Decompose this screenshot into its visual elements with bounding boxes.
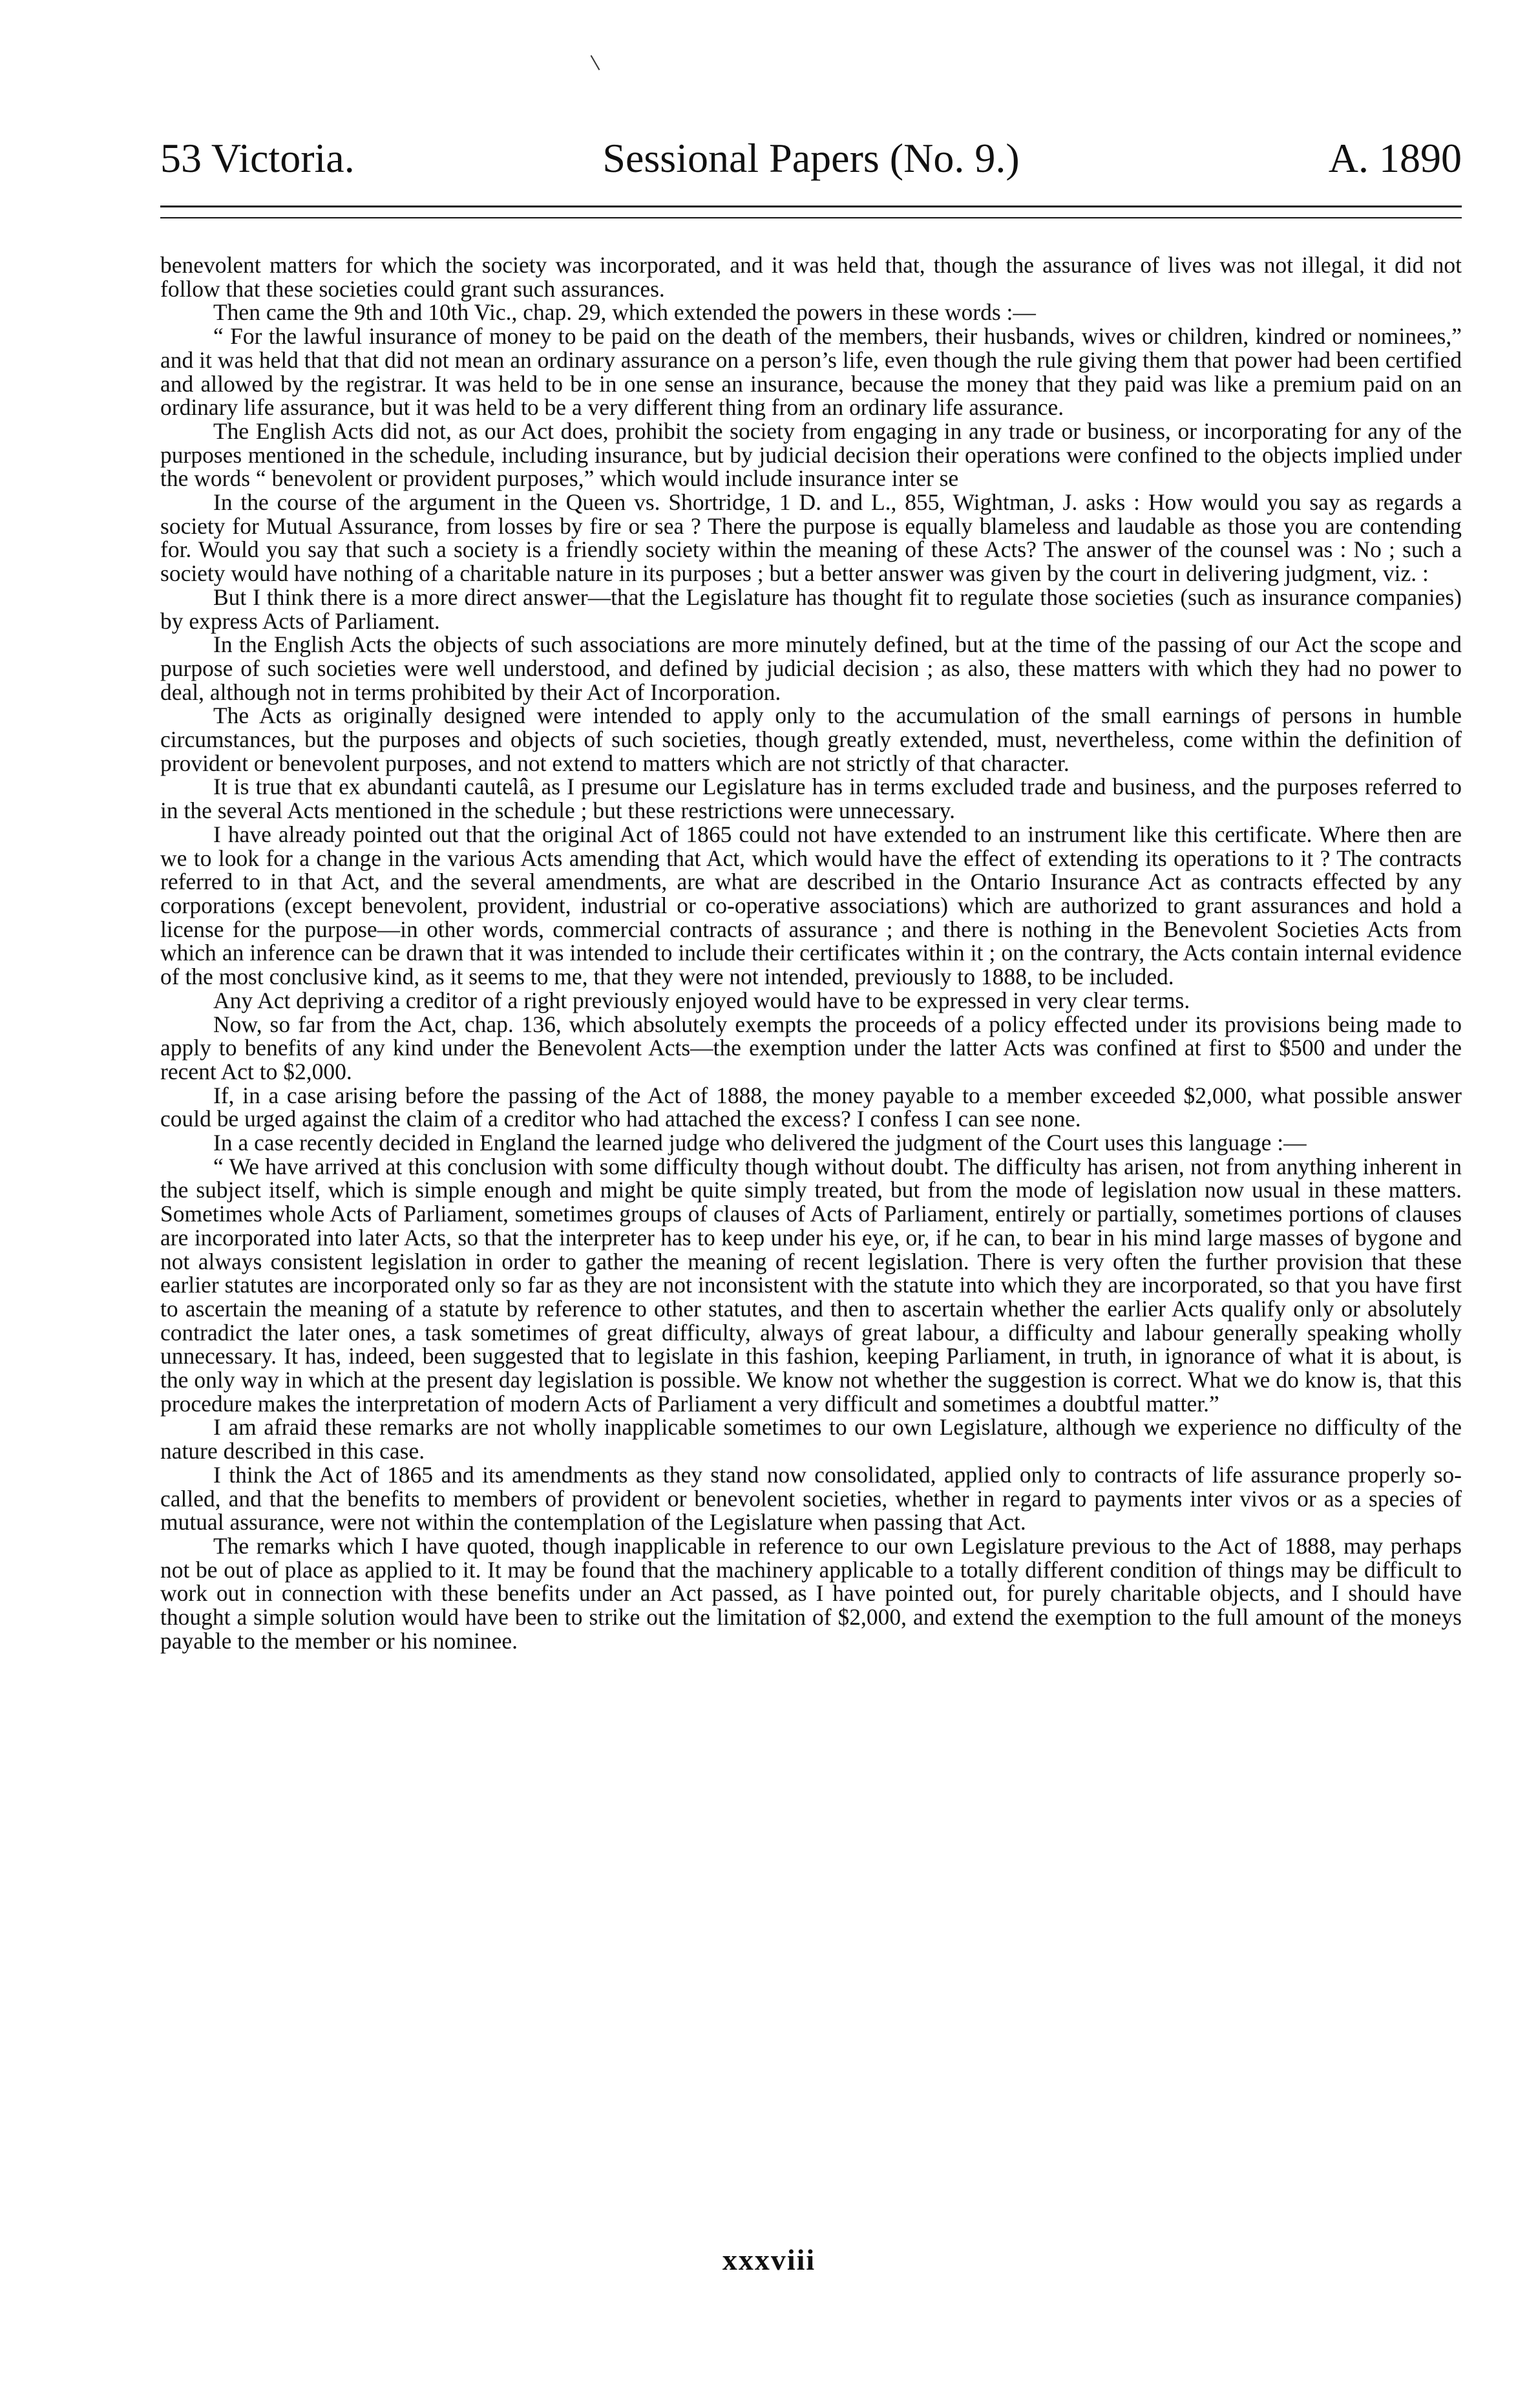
paragraph: benevolent matters for which the society was incorporated, and it was held that, though the assurance of lives was not illegal, it did not follow that these societies could grant such assurances. [160, 252, 1462, 302]
paragraph: The English Acts did not, as our Act does, prohibit the society from engaging in any trade or business, or incorporating for any of the purposes mentioned in the schedule, including insurance, but by judicial decision their operations were confined to the objects implied under the words “ benevolent or provident purposes,” which would include insurance inter se [160, 417, 1462, 492]
header-session: 53 Victoria. [160, 135, 355, 181]
header-rule-top [160, 206, 1462, 207]
header-title: Sessional Papers (No. 9.) [602, 135, 1020, 181]
paragraph: In the English Acts the objects of such associations are more minutely defined, but at the time of the passing of our Act the scope and purpose of such societies were well understood, and defined by judicial decision ; as also, these matters with which they had no power to deal, although not in terms prohibited by their Act of Incorporation. [160, 631, 1462, 705]
paragraph: In a case recently decided in England the learned judge who delivered the judgment of the Court uses this language :— [213, 1130, 1307, 1156]
quote-paragraph: “ For the lawful insurance of money to be paid on the death of the members, their husbands, wives or children, kindred or nominees,” and it was held that that did not mean an ordinary assurance on a person’s life, even though the rule giving them that power had been certified and allowed by the registrar. It was held to be in one sense an insurance, because the money that they paid was like a premium paid on an ordinary life assurance, but it was held to be a very different thing from an ordinary life assurance. [160, 323, 1462, 421]
body-text [160, 253, 1462, 1653]
header-rule-bottom [160, 217, 1462, 218]
paragraph: I think the Act of 1865 and its amendments as they stand now consolidated, applied only to contracts of life assurance properly so-called, and that the benefits to members of provident or benevolent societies, whether in regard to payments inter vivos or as a species of mutual assurance, were not within the contemplation of the Legislature when passing that Act. [160, 1461, 1462, 1536]
paragraph: I have already pointed out that the original Act of 1865 could not have extended to an instrument like this certificate. Where then are we to look for a change in the various Acts amending that Act, which would have the effect of extending its operations to it ? The contracts referred to in that Act, and the several amendments, are what are described in the Ontario Insurance Act as contracts effected by any corporations (except benevolent, provident, industrial or co-operative associations) which are authorized to grant assurances and hold a license for the purpose—in other words, commercial contracts of assurance ; and there is nothing in the Benevolent Societies Acts from which an inference can be drawn that it was intended to include their certificates within it ; on the contrary, the Acts contain internal evidence of the most conclusive kind, as it seems to me, that they were not intended, previously to 1888, to be included. [160, 821, 1462, 990]
paragraph: It is true that ex abundanti cautelâ, as I presume our Legislature has in terms excluded trade and business, and the purposes referred to in the several Acts mentioned in the schedule ; but these restrictions were unnecessary. [160, 774, 1462, 824]
page-folio: xxxviii [722, 2243, 816, 2276]
paragraph: But I think there is a more direct answer—that the Legislature has thought fit to regulate those societies (such as insurance companies) by express Acts of Parliament. [160, 584, 1462, 634]
paragraph: I am afraid these remarks are not wholly inapplicable sometimes to our own Legislature, although we experience no difficulty of the nature described in this case. [160, 1414, 1462, 1464]
paragraph: In the course of the argument in the Queen vs. Shortridge, 1 D. and L., 855, Wightman, J. asks : How would you say as regards a society for Mutual Assurance, from losses by fire or sea ? There the purpose is equally blameless and laudable as those you are contending for. Would you say that such a society is a friendly society within the meaning of these Acts? The answer of the counsel was : No ; such a society would have nothing of a charitable nature in its purposes ; but a better answer was given by the court in delivering judgment, viz. : [160, 489, 1462, 587]
paragraph: Now, so far from the Act, chap. 136, which absolutely exempts the proceeds of a policy effected under its provisions being made to apply to benefits of any kind under the Benevolent Acts—the exemption under the latter Acts was confined at first to $500 and under the recent Act to $2,000. [160, 1011, 1462, 1084]
paragraph: Any Act depriving a creditor of a right previously enjoyed would have to be expressed in very clear terms. [213, 987, 1190, 1013]
paragraph: Then came the 9th and 10th Vic., chap. 29, which extended the powers in these words :— [213, 299, 1036, 326]
stray-mark [591, 55, 600, 70]
paragraph: The remarks which I have quoted, though inapplicable in reference to our own Legislature previous to the Act of 1888, may perhaps not be out of place as applied to it. It may be found that the machinery applicable to a totally different condition of things may be difficult to work out in connection with these benefits under an Act passed, as I have pointed out, for purely charitable objects, and I should have thought a simple solution would have been to strike out the limitation of $2,000, and extend the exemption to the full amount of the moneys payable to the member or his nominee. [160, 1532, 1462, 1654]
running-header [160, 123, 1462, 194]
quote-paragraph: “ We have arrived at this conclusion with some difficulty though without doubt. The difficulty has arisen, not from anything inherent in the subject itself, which is simple enough and might be quite simply treated, but from the mode of legislation now usual in these matters. Sometimes whole Acts of Parliament, sometimes groups of clauses of Acts of Parliament, entirely or partially, sometimes portions of clauses are incorporated into later Acts, so that the interpreter has to keep under his eye, or, if he can, to bear in his mind large masses of bygone and not always consistent legislation in order to gather the meaning of recent legislation. There is very often the further provision that these earlier statutes are incorporated only so far as they are not inconsistent with the statute into which they are incorporated, so that you have first to ascertain the meaning of a statute by reference to other statutes, and then to ascertain whether the earlier Acts qualify only or absolutely contradict the later ones, a task sometimes of great difficulty, always of great labour, a difficulty and labour generally speaking wholly unnecessary. It has, indeed, been suggested that to legislate in this fashion, keeping Parliament, in truth, in ignorance of what it is about, is the only way in which at the present day legislation is possible. We know not whether the suggestion is correct. What we do know is, that this procedure makes the interpretation of modern Acts of Parliament a very difficult and sometimes a doubtful matter.” [160, 1153, 1462, 1417]
paragraph: The Acts as originally designed were intended to apply only to the accumulation of the small earnings of persons in humble circumstances, but the purposes and objects of such societies, though greatly extended, must, nevertheless, come within the definition of provident or benevolent purposes, and not extend to matters which are not strictly of that character. [160, 702, 1462, 776]
paragraph: If, in a case arising before the passing of the Act of 1888, the money payable to a member exceeded $2,000, what possible answer could be urged against the claim of a creditor who had attached the excess? I confess I can see none. [160, 1082, 1462, 1132]
header-year: A. 1890 [1328, 135, 1462, 181]
